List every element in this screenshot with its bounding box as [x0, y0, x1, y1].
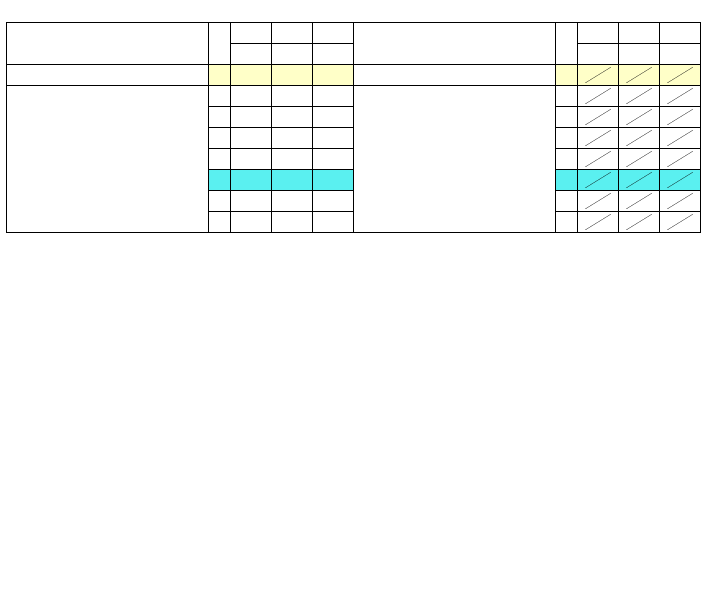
holiday-slash-cell: [578, 149, 619, 170]
subject-cell: [272, 191, 313, 212]
period-number: [209, 86, 231, 107]
subject-cell: [231, 191, 272, 212]
date-part: [354, 107, 383, 128]
holiday-slash-cell: [660, 191, 701, 212]
date-part: [7, 86, 36, 107]
holiday-slash-cell: [619, 107, 660, 128]
holiday-slash-cell: [660, 86, 701, 107]
period-header: [209, 23, 231, 65]
grade-header: [619, 23, 660, 44]
grade-header: [313, 23, 354, 44]
period-number: [556, 191, 578, 212]
period-number: [209, 170, 231, 191]
holiday-slash-cell: [578, 212, 619, 233]
date-cell: [7, 86, 36, 233]
period-number: [209, 65, 231, 86]
timetable: [6, 22, 701, 233]
class-header: [619, 44, 660, 65]
subject-cell: [313, 107, 354, 128]
date-part: [354, 128, 383, 149]
class-header: [313, 44, 354, 65]
subject-cell: [231, 86, 272, 107]
holiday-slash-cell: [578, 128, 619, 149]
period-number: [556, 128, 578, 149]
subject-cell: [231, 212, 272, 233]
header-row-grades: [7, 23, 701, 44]
period-number: [556, 86, 578, 107]
class-header: [660, 44, 701, 65]
holiday-slash-cell: [619, 65, 660, 86]
period-number: [556, 149, 578, 170]
subject-cell: [313, 191, 354, 212]
subject-cell: [313, 128, 354, 149]
subject-cell: [272, 86, 313, 107]
event-text: [383, 86, 556, 233]
subject-cell: [231, 128, 272, 149]
holiday-slash-cell: [660, 65, 701, 86]
subject-cell: [272, 128, 313, 149]
subject-cell: [272, 170, 313, 191]
holiday-slash-cell: [660, 128, 701, 149]
grade-header: [578, 23, 619, 44]
holiday-slash-cell: [578, 191, 619, 212]
date-part: [7, 107, 36, 128]
weekday: [354, 184, 383, 205]
class-header: [578, 44, 619, 65]
holiday-slash-cell: [578, 65, 619, 86]
class-header: [231, 44, 272, 65]
timetable-row: [7, 86, 701, 107]
subject-cell: [313, 149, 354, 170]
subject-cell: [272, 149, 313, 170]
day-kind: [354, 65, 556, 86]
holiday-slash-cell: [660, 170, 701, 191]
page-title: [0, 0, 722, 21]
period-number: [556, 170, 578, 191]
period-header: [556, 23, 578, 65]
subject-cell: [313, 86, 354, 107]
subject-cell: [313, 65, 354, 86]
subject-cell: [313, 212, 354, 233]
event-text: [36, 86, 209, 233]
date-part: [7, 149, 36, 170]
period-number: [209, 149, 231, 170]
subject-cell: [272, 65, 313, 86]
holiday-slash-cell: [619, 149, 660, 170]
subject-cell: [231, 149, 272, 170]
date-part: [7, 128, 36, 149]
period-number: [209, 212, 231, 233]
subject-cell: [231, 65, 272, 86]
weekday: [7, 184, 36, 205]
subject-cell: [272, 107, 313, 128]
holiday-slash-cell: [660, 107, 701, 128]
grade-header: [272, 23, 313, 44]
day-kind: [7, 65, 209, 86]
date-part: [354, 86, 383, 107]
holiday-slash-cell: [619, 170, 660, 191]
grade-header: [231, 23, 272, 44]
holiday-slash-cell: [578, 107, 619, 128]
holiday-slash-cell: [619, 86, 660, 107]
holiday-slash-cell: [619, 128, 660, 149]
period-number: [556, 107, 578, 128]
date-cell: [354, 86, 383, 233]
event-header: [354, 23, 556, 65]
period-number: [556, 212, 578, 233]
period-number: [556, 65, 578, 86]
class-header: [272, 44, 313, 65]
holiday-slash-cell: [660, 212, 701, 233]
holiday-slash-cell: [619, 212, 660, 233]
event-header: [7, 23, 209, 65]
date-part: [354, 149, 383, 170]
holiday-slash-cell: [619, 191, 660, 212]
subject-cell: [231, 107, 272, 128]
period-number: [209, 107, 231, 128]
grade-header: [660, 23, 701, 44]
holiday-slash-cell: [660, 149, 701, 170]
subject-cell: [272, 212, 313, 233]
holiday-slash-cell: [578, 170, 619, 191]
period-number: [209, 191, 231, 212]
period-number: [209, 128, 231, 149]
subject-cell: [313, 170, 354, 191]
timetable-row: [7, 65, 701, 86]
subject-cell: [231, 170, 272, 191]
holiday-slash-cell: [578, 86, 619, 107]
